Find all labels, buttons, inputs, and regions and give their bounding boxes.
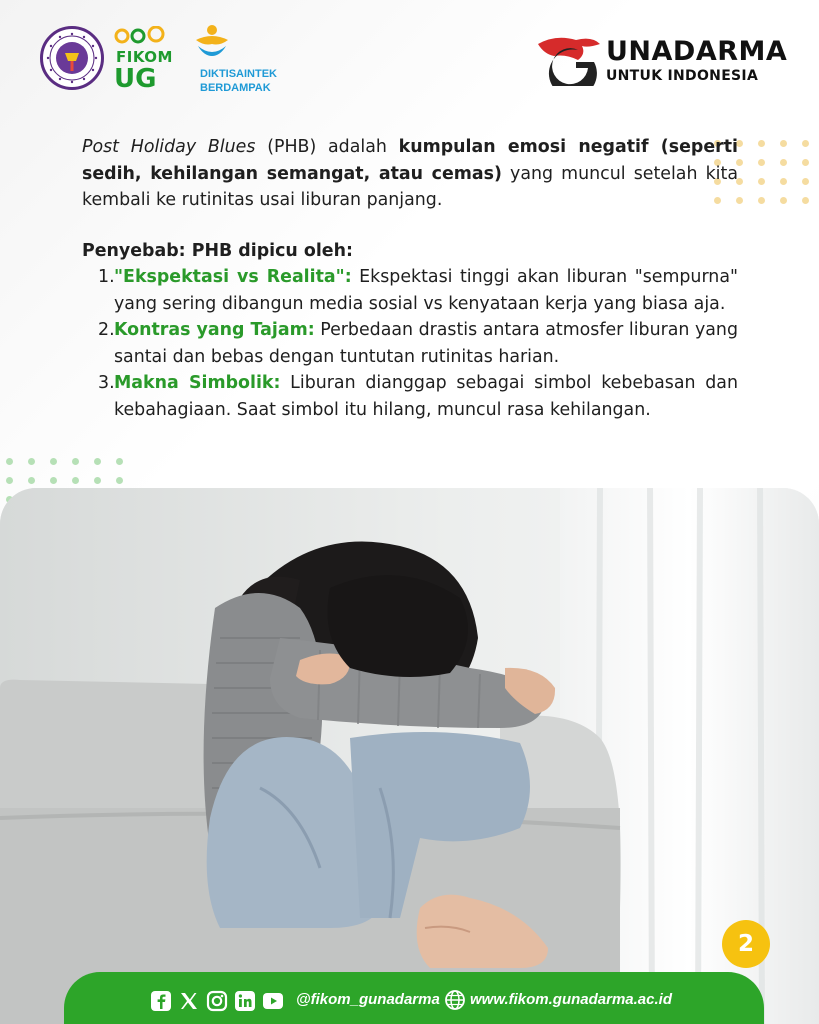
fikom-ug-logo — [112, 22, 172, 94]
unadarma-logo — [532, 30, 792, 90]
x-icon[interactable] — [178, 990, 200, 1012]
list-number: 2. — [98, 320, 115, 340]
globe-icon — [444, 989, 466, 1011]
intro-term: Post Holiday Blues — [82, 137, 256, 157]
linkedin-icon[interactable] — [234, 990, 256, 1012]
list-item — [82, 264, 738, 317]
list-item — [82, 317, 738, 370]
garuda-g-icon — [536, 34, 602, 86]
diktisaintek-logo — [186, 22, 277, 94]
list-number: 3. — [98, 373, 115, 393]
intro-part1: (PHB) adalah — [255, 137, 399, 157]
list-term: Makna Simbolik: — [114, 373, 281, 393]
intro-bold: kumpulan emosi negatif (seperti sedih, kehilangan semangat, atau cemas) — [82, 137, 738, 184]
list-number: 1. — [98, 267, 115, 287]
page-number-badge: 2 — [722, 920, 770, 968]
sad-woman-photo — [0, 488, 819, 1024]
causes-list — [82, 264, 738, 423]
seal-icon — [43, 29, 101, 87]
facebook-icon[interactable] — [150, 990, 172, 1012]
instagram-icon[interactable] — [206, 990, 228, 1012]
diktisaintek-line2: BERDAMPAK — [200, 82, 271, 94]
youtube-icon[interactable] — [262, 990, 284, 1012]
list-term: "Ekspektasi vs Realita": — [114, 267, 352, 287]
unadarma-title: UNADARMA — [606, 36, 788, 67]
fikom-label: FIKOM — [116, 48, 173, 66]
social-icons — [150, 990, 284, 1012]
list-term: Kontras yang Tajam: — [114, 320, 315, 340]
list-text: Ekspektasi tinggi akan liburan "sempurna" yang sering dibangun media sosial vs kenyataan kerja yang biasa aja. — [114, 267, 738, 314]
diktisaintek-line1: DIKTISAINTEK — [200, 68, 277, 80]
causes-title: Penyebab: PHB dipicu oleh: — [82, 240, 353, 261]
website-link[interactable]: www.fikom.gunadarma.ac.id — [470, 991, 672, 1008]
sad-woman-illustration — [0, 488, 819, 1024]
ug-label: UG — [114, 64, 157, 94]
universitas-gunadarma-logo — [40, 26, 104, 90]
article-body — [82, 134, 738, 423]
fikom-rings-icon — [114, 26, 170, 46]
social-handle[interactable]: @fikom_gunadarma — [296, 991, 440, 1008]
unadarma-subtitle: UNTUK INDONESIA — [606, 68, 759, 84]
diktisaintek-mark-icon — [192, 24, 232, 60]
footer-bar — [64, 972, 764, 1024]
intro-part2: yang muncul setelah kita kembali ke rutinitas usai liburan panjang. — [82, 163, 738, 210]
list-item — [82, 370, 738, 423]
list-text: Liburan dianggap sebagai simbol kebebasan dan kebahagiaan. Saat simbol itu hilang, muncul rasa kehilangan. — [114, 373, 738, 420]
intro-paragraph — [82, 134, 738, 214]
list-text: Perbedaan drastis antara atmosfer liburan yang santai dan bebas dengan tuntutan rutinitas harian. — [114, 320, 738, 367]
